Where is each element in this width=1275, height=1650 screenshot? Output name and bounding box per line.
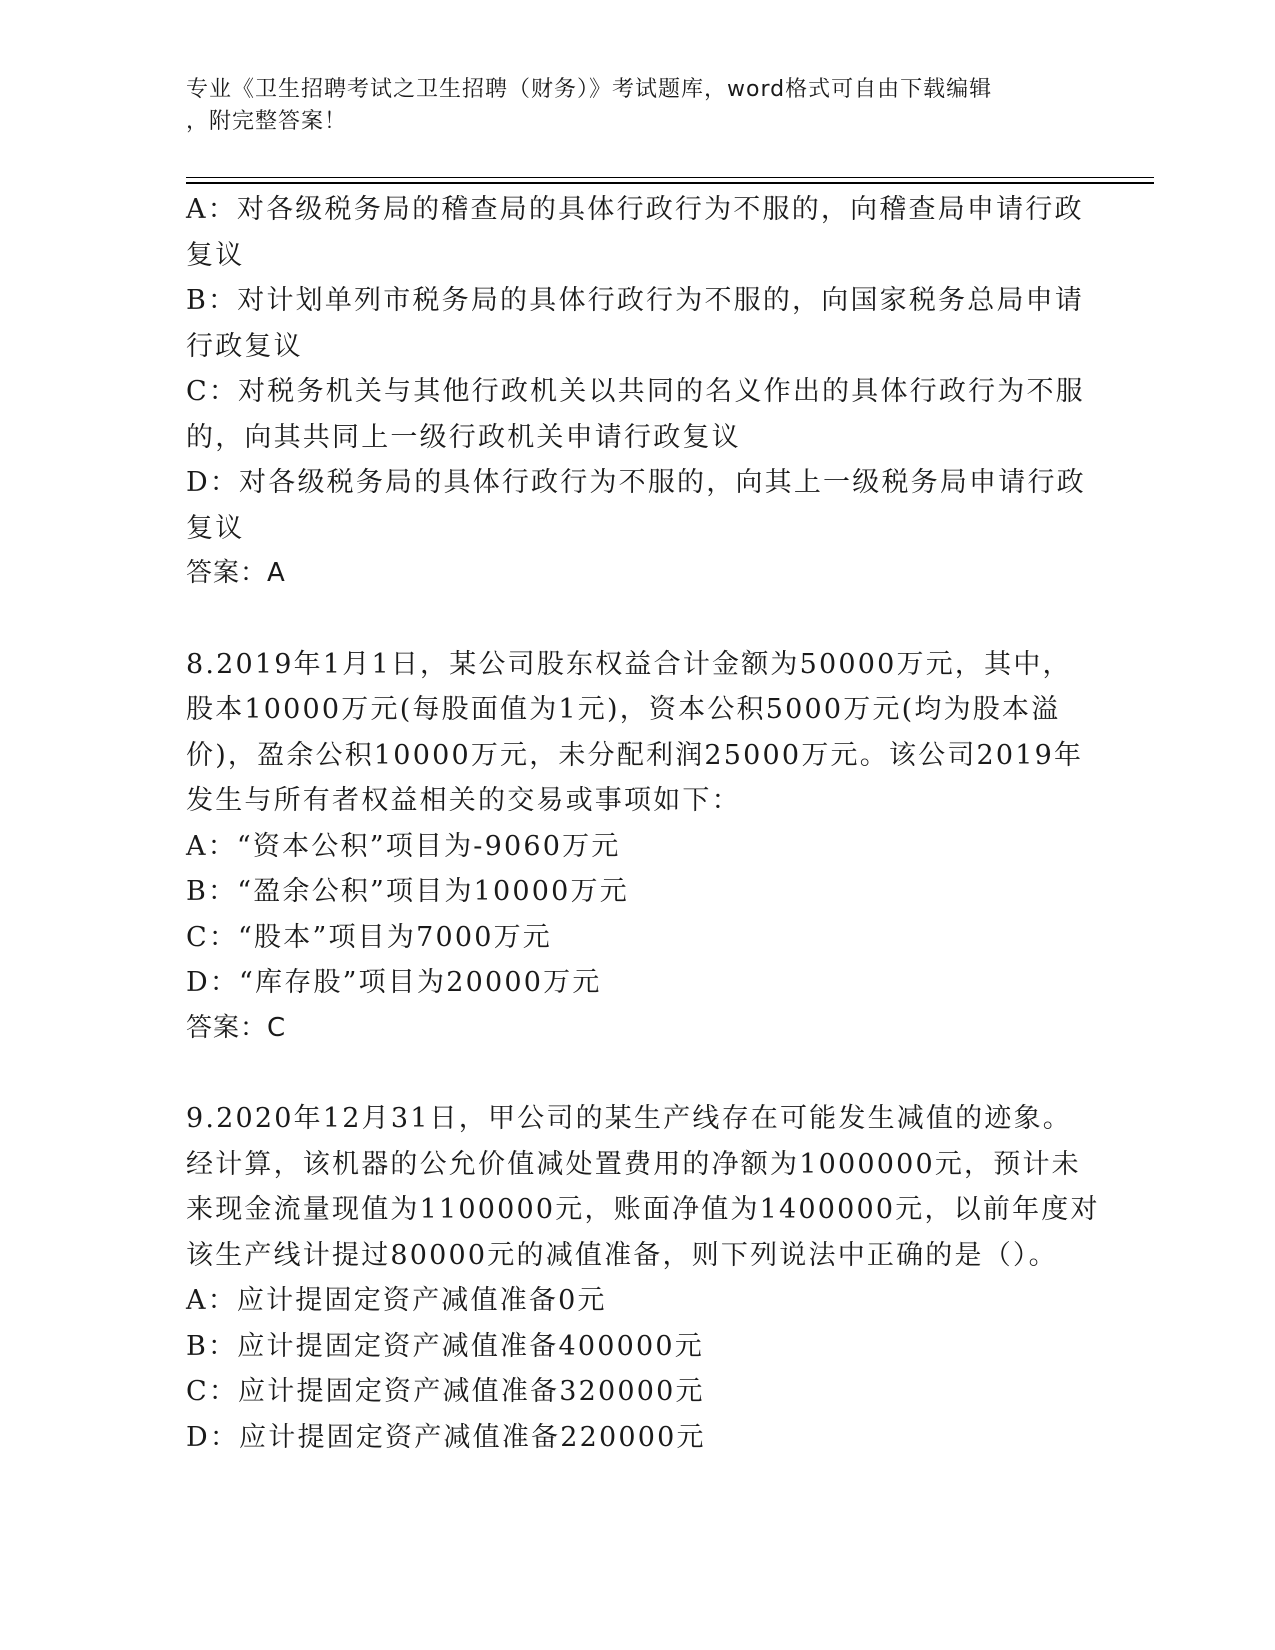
question-7-option-b: B：对计划单列市税务局的具体行政行为不服的，向国家税务总局申请 行政复议 <box>186 285 1085 362</box>
question-9-option-c: C：应计提固定资产减值准备320000元 <box>186 1376 705 1407</box>
question-8-option-d: D：“库存股”项目为20000万元 <box>186 967 602 998</box>
question-7-option-c: C：对税务机关与其他行政机关以共同的名义作出的具体行政行为不服 的，向其共同上一级行政机关申请行政复议 <box>186 376 1085 453</box>
question-7-option-a: A：对各级税务局的稽查局的具体行政行为不服的，向稽查局申请行政 复议 <box>186 194 1084 271</box>
question-9 <box>186 1096 1100 1460</box>
question-7-answer: 答案：A <box>186 558 286 588</box>
question-9-option-b: B：应计提固定资产减值准备400000元 <box>186 1330 704 1362</box>
document-header <box>186 74 1066 138</box>
question-8-option-c: C：“股本”项目为7000万元 <box>186 921 552 953</box>
question-8-option-a: A：“资本公积”项目为-9060万元 <box>186 830 621 862</box>
question-7-option-d: D：对各级税务局的具体行政行为不服的，向其上一级税务局申请行政 复议 <box>186 467 1086 544</box>
header-line-2: ，附完整答案！ <box>186 109 348 134</box>
question-9-stem: 9.2020年12月31日，甲公司的某生产线存在可能发生减值的迹象。 经计算，该机器的公允价值减处置费用的净额为1000000元，预计未 来现金流量现值为1100000元，账面净值为1400000元，以前年度对 该生产线计提过80000元的减值准备，则下列说法中正确的是（）。 <box>186 1103 1100 1271</box>
question-list <box>186 187 1100 1460</box>
question-8-option-b: B：“盈余公积”项目为10000万元 <box>186 876 629 907</box>
question-7 <box>186 187 1086 597</box>
spacer <box>186 597 1086 642</box>
header-divider-thick <box>186 182 1154 184</box>
spacer <box>186 1051 1086 1096</box>
question-9-option-a: A：应计提固定资产减值准备0元 <box>186 1285 607 1316</box>
question-8-stem: 8.2019年1月1日，某公司股东权益合计金额为50000万元，其中， 股本10000万元(每股面值为1元)，资本公积5000万元(均为股本溢 价)，盈余公积10000万元，未分配利润25000万元。该公司2019年 发生与所有者权益相关的交易或事项如下： <box>186 648 1084 816</box>
question-8 <box>186 642 1086 1052</box>
question-8-answer: 答案：C <box>186 1012 287 1043</box>
question-9-option-d: D：应计提固定资产减值准备220000元 <box>186 1421 706 1453</box>
header-divider-thin <box>186 177 1154 178</box>
header-line-1: 专业《卫生招聘考试之卫生招聘（财务）》考试题库，word格式可自由下载编辑 <box>186 77 993 102</box>
